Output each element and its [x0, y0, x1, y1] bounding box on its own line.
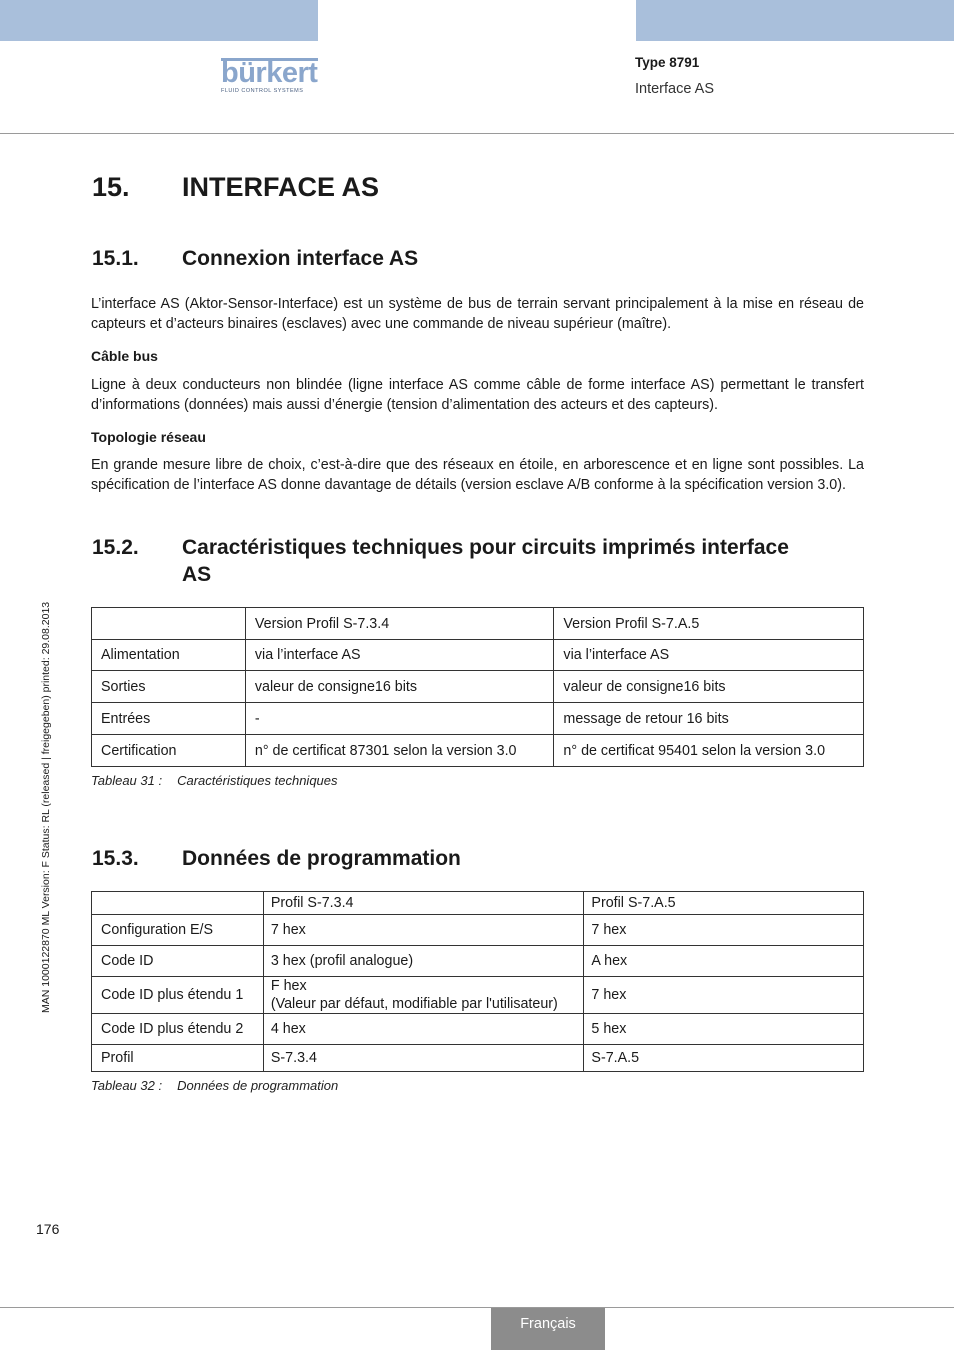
table-cell: A hex [584, 946, 864, 977]
top-bar-left [0, 0, 318, 41]
topology-paragraph: En grande mesure libre de choix, c’est-à-dire que des réseaux en étoile, en arborescence et en ligne sont possibles. La spécification de l’interface AS donne davantage de détails (version esclave A/B conforme à la spécification version 3.0). [91, 457, 864, 493]
table-31-caption [91, 773, 338, 788]
table-cell: 3 hex (profil analogue) [263, 946, 584, 977]
table-cell: 7 hex [263, 915, 584, 946]
table-cell: Code ID [92, 946, 264, 977]
section-title: Connexion interface AS [182, 247, 419, 270]
table-cell: 7 hex [584, 915, 864, 946]
table-cell: Profil S-7.A.5 [584, 892, 864, 915]
table-cell: valeur de consigne16 bits [554, 671, 864, 703]
caption-text: Données de programmation [177, 1078, 339, 1093]
table-cell: Alimentation [92, 640, 246, 671]
table-row [92, 1014, 864, 1045]
chapter-title: INTERFACE AS [182, 172, 380, 202]
table-row [92, 1045, 864, 1072]
table-cell: Profil S-7.3.4 [263, 892, 584, 915]
table-cell: Version Profil S-7.A.5 [554, 608, 864, 640]
table-cell [92, 608, 246, 640]
programming-data-table [91, 891, 864, 1072]
caption-number: Tableau 31 : [91, 773, 163, 788]
table-cell: - [245, 703, 554, 735]
table-cell: 4 hex [263, 1014, 584, 1045]
brand-logo: bürkert [221, 57, 318, 89]
header-rule [0, 133, 954, 134]
tech-specs-table [91, 607, 864, 767]
table-row [92, 915, 864, 946]
cell-note: (Valeur par défaut, modifiable par l'utilisateur) [270, 996, 558, 1012]
caption-number: Tableau 32 : [91, 1078, 163, 1093]
table-cell: S-7.A.5 [584, 1045, 864, 1072]
table-cell: Certification [92, 735, 246, 767]
section-number: 15.2. [92, 536, 139, 559]
page-number: 176 [36, 1221, 60, 1237]
table-header-row [92, 892, 864, 915]
table-row [92, 640, 864, 671]
table-cell: Configuration E/S [92, 915, 264, 946]
section-number: 15.3. [92, 847, 139, 870]
cable-label: Câble bus [91, 348, 158, 364]
intro-paragraph: L’interface AS (Aktor-Sensor-Interface) est un système de bus de terrain servant principalement à la mise en réseau de capteurs et d’acteurs binaires (esclaves) avec une commande de niveau supérieur (maître). [91, 296, 864, 332]
table-header-row [92, 608, 864, 640]
table-cell: n° de certificat 87301 selon la version 3.0 [245, 735, 554, 767]
table-cell [92, 892, 264, 915]
language-tab: Français [491, 1308, 605, 1350]
footer-rule [0, 1307, 954, 1308]
brand-tagline: FLUID CONTROL SYSTEMS [221, 88, 304, 94]
document-type: Type 8791 [635, 55, 700, 70]
table-cell: via l’interface AS [245, 640, 554, 671]
table-row [92, 735, 864, 767]
cell-line: F hex [270, 978, 307, 994]
table-cell: S-7.3.4 [263, 1045, 584, 1072]
table-row [92, 977, 864, 1014]
table-cell: valeur de consigne16 bits [245, 671, 554, 703]
table-cell: Version Profil S-7.3.4 [245, 608, 554, 640]
chapter-number: 15. [92, 172, 130, 202]
section-title: Caractéristiques techniques pour circuits imprimés interface AS [182, 536, 789, 586]
cable-paragraph: Ligne à deux conducteurs non blindée (ligne interface AS comme câble de forme interface AS) permettant le transfert d’informations (données) mais aussi d’énergie (tension d’alimentation des acteurs et des capteurs). [91, 377, 864, 413]
table-cell: Entrées [92, 703, 246, 735]
top-bar-right [636, 0, 954, 41]
table-cell: Code ID plus étendu 1 [92, 977, 264, 1014]
table-cell [263, 977, 584, 1014]
document-subtitle: Interface AS [635, 81, 714, 97]
document-status-sidebar: MAN 1000122870 ML Version: F Status: RL (released | freigegeben) printed: 29.08.2013 [40, 601, 52, 1013]
table-row [92, 671, 864, 703]
table-cell: Sorties [92, 671, 246, 703]
table-cell: 5 hex [584, 1014, 864, 1045]
table-cell: n° de certificat 95401 selon la version 3.0 [554, 735, 864, 767]
table-cell: 7 hex [584, 977, 864, 1014]
caption-text: Caractéristiques techniques [177, 773, 338, 788]
table-32-caption [91, 1078, 338, 1093]
table-row [92, 703, 864, 735]
topology-label: Topologie réseau [91, 429, 206, 445]
table-cell: via l’interface AS [554, 640, 864, 671]
table-cell: Code ID plus étendu 2 [92, 1014, 264, 1045]
section-number: 15.1. [92, 247, 139, 270]
table-cell: Profil [92, 1045, 264, 1072]
section-title: Données de programmation [182, 847, 461, 870]
table-row [92, 946, 864, 977]
table-cell: message de retour 16 bits [554, 703, 864, 735]
